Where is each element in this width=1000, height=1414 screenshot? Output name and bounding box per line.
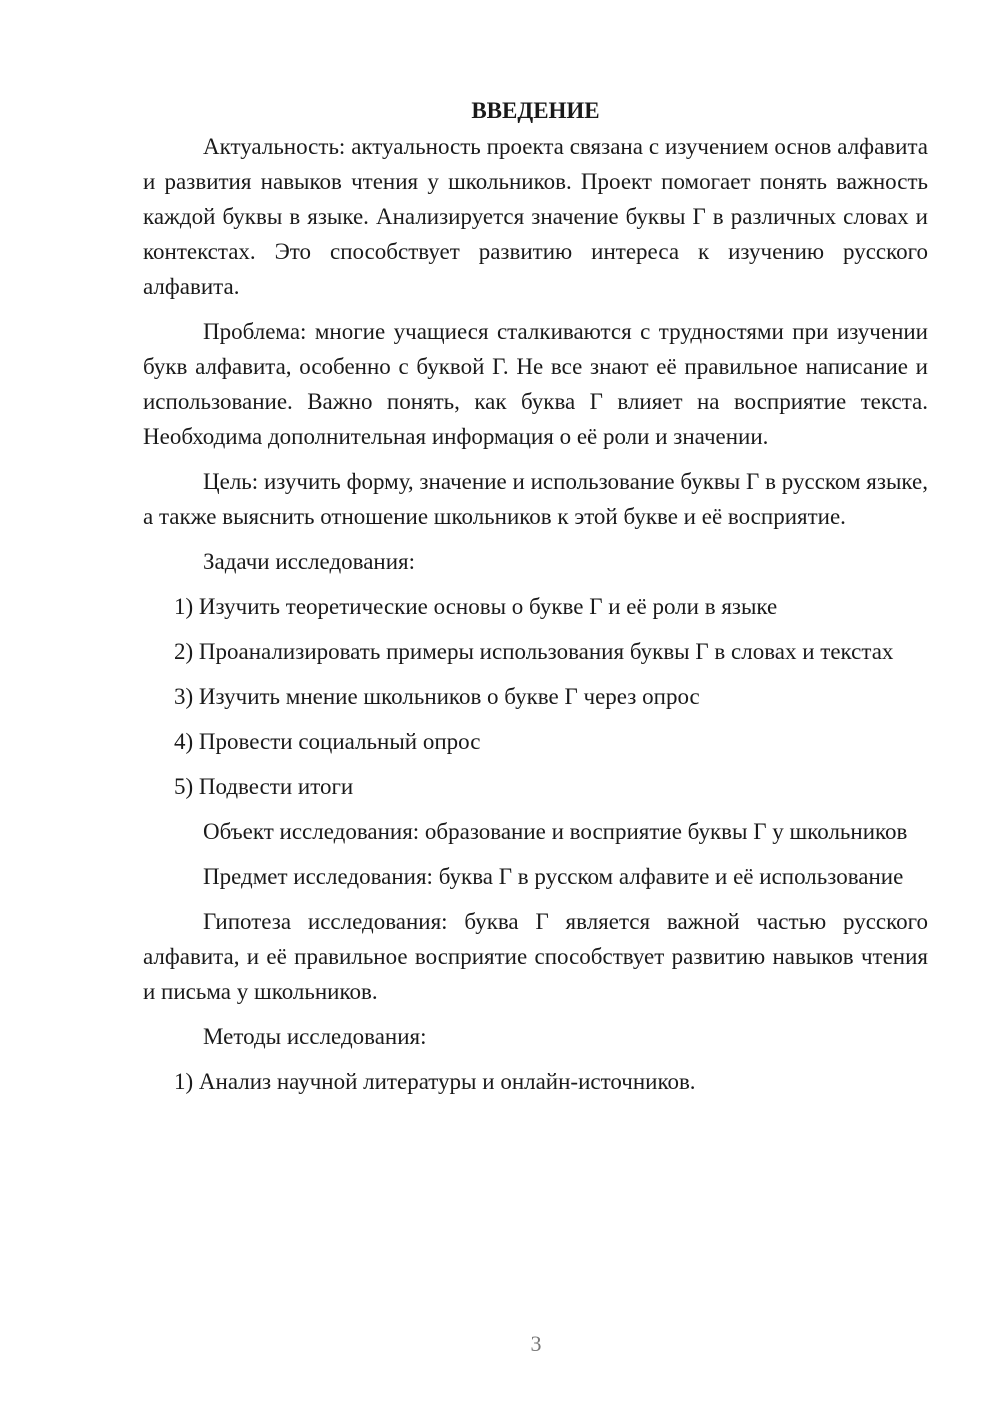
relevance-paragraph: Актуальность: актуальность проекта связана с изучением основ алфавита и развития навыков чтения у школьников. Проект помогает понять важность каждой буквы в языке. Анализируется значение буквы Г в различных словах и контекстах. Это способствует развитию интереса к изучению русского алфавита.	[143, 134, 928, 299]
page-content	[143, 93, 928, 1099]
task-item-5: 5) Подвести итоги	[174, 774, 354, 799]
task-item-1: 1) Изучить теоретические основы о букве Г и её роли в языке	[174, 594, 778, 619]
section-title: ВВЕДЕНИЕ	[471, 98, 600, 123]
hypothesis-paragraph: Гипотеза исследования: буква Г является важной частью русского алфавита, и её правильное восприятие способствует развитию навыков чтения и письма у школьников.	[143, 909, 928, 1004]
task-item-2: 2) Проанализировать примеры использования буквы Г в словах и текстах	[174, 639, 894, 664]
subject-paragraph: Предмет исследования: буква Г в русском алфавите и её использование	[203, 864, 904, 889]
methods-heading: Методы исследования:	[203, 1024, 427, 1049]
problem-paragraph: Проблема: многие учащиеся сталкиваются с трудностями при изучении букв алфавита, особенно с буквой Г. Не все знают её правильное написание и использование. Важно понять, как буква Г влияет на восприятие текста. Необходима дополнительная информация о её роли и значении.	[143, 319, 928, 449]
task-item-3: 3) Изучить мнение школьников о букве Г через опрос	[174, 684, 700, 709]
object-paragraph: Объект исследования: образование и восприятие буквы Г у школьников	[203, 819, 908, 844]
page-number: 3	[530, 1331, 542, 1356]
tasks-heading: Задачи исследования:	[203, 549, 416, 574]
goal-paragraph: Цель: изучить форму, значение и использование буквы Г в русском языке, а также выяснить отношение школьников к этой букве и её восприятие.	[143, 469, 928, 529]
method-item-1: 1) Анализ научной литературы и онлайн-источников.	[174, 1069, 696, 1094]
task-item-4: 4) Провести социальный опрос	[174, 729, 481, 754]
